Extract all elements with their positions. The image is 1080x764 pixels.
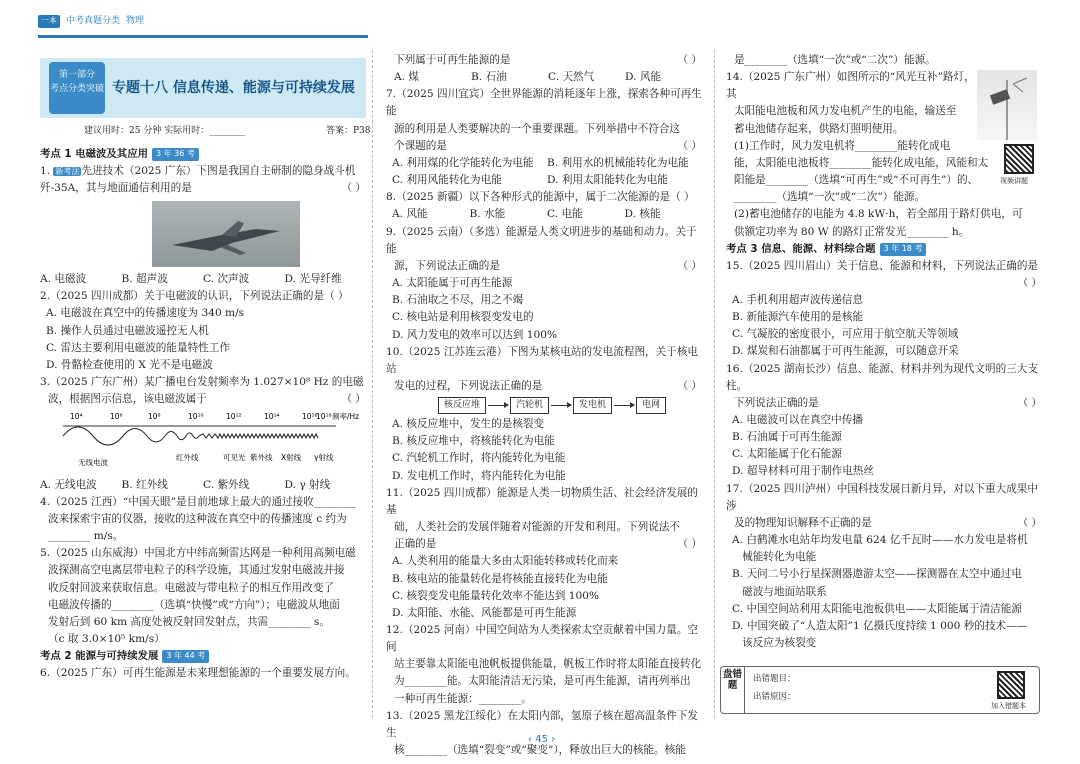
question-13: 13.（2025 黑龙江绥化）在太阳内部，氢原子核在超高温条件下发生 核________（选填“裂变”或“聚变”），释放出巨大的核能。核能 — [386, 709, 699, 757]
exp-label: 10¹⁰ — [188, 412, 204, 422]
question-13-cont: 是________（选填“一次”或“二次”）能源。 — [734, 54, 936, 66]
question-15: 15.（2025 四川眉山）关于信息、能源和材料，下列说法正确的是 （ ） A. 手机利用超声波传递信息 B. 新能源汽车使用的是核能 C. 气凝胶的密度很小，可应用于航空航天等领域 D. 煤炭和石油都属于可再生能源，可以随意开采 — [726, 259, 1042, 358]
column-2: 下列属于可再生能源的是 （ ） A. 煤 B. 石油 C. 天然气 D. 风能 7.（2025 四川宜宾）全世界能源的消耗逐年上涨，探索各种可再生能 源的利用是人类要解决的一个重要课题。下列举措中不符合这 个课题的是 （ ） A. 利用煤的化学能转化为电能 B. 利用水的机械能转化为电能 C. 利用风能转化为电能 D. 利用太阳能转化为电能 8.（2025 新疆）以下各种形式的能源中，属于二次能源的是（ ） A. 风能 B. 水能 C. 电能 D. 核能 9.（2025 云南）（多选）能源是人类文明进步的基础和动力。关于能 源，下列说法正确的是 （ ） A. 太阳能属于可再生能源 B. 石油取之不尽，用之不竭 C. 核电站是利用核裂变发电的 D. 风力发电的效率可以达到 100% 10.（2025 江苏连云港）下图为某核电站的发电流程图，关于核电站 发电的过程，下列说法正确的是 （ ） 核反应堆 汽轮机 发电机 电网 A. 核反应堆中，发生的是核裂变 B. 核反应堆中，将核能转化为电能 C. 汽轮机工作时，将内能转化为电能 D. 发电机工作时，将内能转化为电能 11.（2025 四川成都）能源是人类一切物质生活、社会经济发展的基 础，人类社会的发展伴随着对能源的开发和利用。下列说法不 正确的是 （ ） A. 人类利用的能量大多由太阳能转移或转化而来 B. 核电站的能量转化是将核能直接转化为电能 C. 核裂变发电能量转化效率不能达到 100% D. 太阳能、水能、风能都是可再生能源 12.（2025 河南）中国空间站为人类探索太空贡献着中国力量。空间 站主要靠太阳能电池帆板提供能量，帆板工作时将太阳能直接转化 为________能。太阳能清洁无污染，是可再生能源，请再列举出 一种可再生能源：________。 13.（2025 黑龙江绥化）在太阳内部，氢原子核在超高温条件下发生 核________（选填“裂变”或“聚变”），释放出巨大的核能。核能 — [386, 52, 702, 759]
qr-code-error-book[interactable] — [997, 671, 1025, 699]
exp-label: 10¹⁴ — [264, 412, 280, 422]
qr-code-video[interactable] — [1004, 144, 1034, 174]
header-rule — [38, 35, 368, 38]
qr-label: 视频讲题 — [1000, 177, 1028, 185]
question-6-cont: 下列属于可再生能源的是 （ ） — [394, 54, 702, 66]
series-name: 中考真题分类 — [66, 16, 121, 26]
error-reason-field[interactable]: 出错原因： — [753, 692, 796, 702]
band-label: 无线电波 — [78, 458, 108, 468]
column-divider — [714, 50, 715, 718]
band-label: γ射线 — [314, 453, 334, 463]
flow-box: 电网 — [636, 397, 666, 414]
street-lamp-photo — [977, 70, 1037, 140]
section-heading-1: 考点 1 电磁波及其应用 3 年 36 考 — [40, 146, 366, 163]
band-label: X射线 — [281, 453, 302, 463]
question-9: 9.（2025 云南）（多选）能源是人类文明进步的基础和动力。关于能 源，下列说法正确的是 （ ） A. 太阳能属于可再生能源 B. 石油取之不尽，用之不竭 C. 核电站是利用核裂变发电的 D. 风力发电的效率可以达到 100% — [386, 225, 702, 341]
question-14: 14.（2025 广东广州）如图所示的“风光互补”路灯，其 太阳能电池板和风力发电机产生的电能，输送至 蓄电池储存起来，供路灯照明使用。 (1)工作时，风力发电机将________能转化成电 — [726, 71, 975, 152]
question-3: 3.（2025 广东广州）某广播电台发射频率为 1.027×10⁸ Hz 的电磁 波，根据图示信息，该电磁波属于 （ ） 10⁴ 10⁶ 10⁸ 10¹⁰ 10¹² 10¹⁴ 10¹⁶ 10¹⁸ 频率/Hz 无线电波 红外线 可见光 紫外线 X射线 γ射线 A. 无线电波 B. 红外线 C. 紫外线 D. γ 射线 — [40, 376, 366, 491]
flow-box: 核反应堆 — [438, 397, 486, 414]
error-question-field[interactable]: 出错题目： — [753, 674, 796, 684]
new-method-tag: 新考法 — [55, 166, 80, 176]
exp-label: 10⁶ — [110, 412, 123, 422]
fighter-jet-photo — [152, 201, 300, 267]
question-16: 16.（2025 湖南长沙）信息、能源、材料并列为现代文明的三大支柱。 下列说法正确的是 （ ） A. 电磁波可以在真空中传播 B. 石油属于可再生能源 C. 太阳能属于化石能源 D. 超导材料可用于制作电热丝 — [726, 362, 1042, 478]
band-label: 红外线 — [176, 453, 199, 463]
page-title: 专题十八 信息传递、能源与可持续发展 — [112, 80, 355, 96]
exp-label: 10⁴ — [70, 412, 83, 422]
exp-label: 10¹⁸ — [316, 412, 332, 422]
question-4: 4.（2025 江西）“中国天眼”是目前地球上最大的通过接收________ 波来探索宇宙的仪器，接收的这种波在真空中的传播速度 c 约为 ________ m/s。 — [40, 495, 357, 543]
em-spectrum-diagram — [48, 410, 366, 476]
question-12: 12.（2025 河南）中国空间站为人类探索太空贡献着中国力量。空间 站主要靠太阳能电池帆板提供能量，帆板工作时将太阳能直接转化 为________能。太阳能清洁无污染，是可再生能源，请再列举出 一种可再生能源：________。 — [386, 624, 702, 705]
qr-label: 加入错题本 — [991, 702, 1026, 710]
band-label: 紫外线 — [250, 453, 273, 463]
question-6: 6.（2025 广东）可再生能源是未来理想能源的一个重要发展方向。 — [40, 666, 356, 679]
band-label: 可见光 — [223, 453, 246, 463]
question-14-cont: 能，太阳能电池板将________能转化成电能，风能和太 阳能是________（选填“可再生”或“不可再生”）的、 ________（选填“一次”或“二次”）能源。 — [734, 156, 989, 204]
exp-label: 10⁸ — [148, 412, 161, 422]
series-logo: 一本 — [38, 15, 60, 28]
page-number: ‹ 45 › — [528, 734, 556, 745]
nuclear-flow-diagram — [438, 397, 702, 414]
question-2: 2.（2025 四川成都）关于电磁波的认识，下列说法正确的是（ ） A. 电磁波在真空中的传播速度为 340 m/s B. 操作人员通过电磁波遥控无人机 C. 雷达主要利用电磁波的能量特性工作 D. 骨骼检查使用的 X 光不是电磁波 — [40, 290, 349, 371]
freq-axis-label: 频率/Hz — [332, 412, 360, 422]
error-box-label: 盘错题 — [721, 667, 745, 713]
exp-label: 10¹⁶ — [302, 412, 318, 422]
column-1 — [40, 146, 366, 682]
time-suggestion: 建议用时：25 分钟 实际用时：________ — [84, 126, 246, 136]
subject-name: 物理 — [126, 16, 145, 26]
question-1: 1. 新考法 先进技术（2025 广东）下图是我国自主研制的隐身战斗机歼-35A，其与地面通信利用的是 （ ） A. 电磁波 B. 超声波 C. 次声波 D. 光导纤维 — [40, 164, 366, 286]
question-8: 8.（2025 新疆）以下各种形式的能源中，属于二次能源的是（ ） A. 风能 B. 水能 C. 电能 D. 核能 — [386, 191, 695, 221]
flow-box: 发电机 — [573, 397, 612, 414]
error-review-box — [720, 666, 1040, 714]
question-5: 5.（2025 山东威海）中国北方中纬高频雷达网是一种利用高频电磁 波探测高空电离层带电粒子的科学设施，其通过发射电磁波并接 收反射回波来获取信息。电磁波与带电粒子的相互作用改变了 电磁波传播的________（选填“快慢”或“方向”）；电磁波从地面 发射后到 60 km 高度处被反射回发射点，共需________ s。 （c 取 3.0×10⁵ km/s） — [40, 547, 356, 645]
section-heading-3: 考点 3 信息、能源、材料综合题 3 年 18 考 — [726, 241, 1042, 258]
part-label: 第一部分 考点分类突破 — [49, 62, 105, 114]
series-header — [38, 14, 144, 29]
section-heading-2: 考点 2 能源与可持续发展 3 年 44 考 — [40, 648, 366, 665]
question-7: 7.（2025 四川宜宾）全世界能源的消耗逐年上涨，探索各种可再生能 源的利用是人类要解决的一个重要课题。下列举措中不符合这 个课题的是 （ ） A. 利用煤的化学能转化为电能 B. 利用水的机械能转化为电能 C. 利用风能转化为电能 D. 利用太阳能转化为电能 — [386, 88, 702, 187]
question-10: 10.（2025 江苏连云港）下图为某核电站的发电流程图，关于核电站 发电的过程，下列说法正确的是 （ ） 核反应堆 汽轮机 发电机 电网 A. 核反应堆中，发生的是核裂变 B. 核反应堆中，将核能转化为电能 C. 汽轮机工作时，将内能转化为电能 D. 发电机工作时，将内能转化为电能 — [386, 345, 702, 482]
question-14-part2: (2)蓄电池储存的电能为 4.8 kW·h，若全部用于路灯供电，可 供额定功率为 80 W 的路灯正常发光________ h。 — [734, 208, 1023, 238]
answer-page-ref: 答案：P38 — [326, 126, 371, 136]
question-17: 17.（2025 四川泸州）中国科技发展日新月异，对以下重大成果中涉 及的物理知识解释不正确的是 （ ） A. 白鹤滩水电站年均发电量 624 亿千瓦时——水力发电是将机 械能转化为电能 B. 天问二号小行星探测器遨游太空——探测器在太空中通过电 磁波与地面站联系 C. 中国空间站利用太阳能电池板供电——太阳能属于清洁能源 D. 中国突破了“人造太阳”1 亿摄氏度持续 1 000 秒的技术—— 该反应为核裂变 — [726, 482, 1042, 649]
column-divider — [372, 50, 373, 718]
exp-label: 10¹² — [226, 412, 242, 422]
column-3 — [726, 52, 1042, 652]
question-11: 11.（2025 四川成都）能源是人类一切物质生活、社会经济发展的基 础，人类社会的发展伴随着对能源的开发和利用。下列说法不 正确的是 （ ） A. 人类利用的能量大多由太阳能转移或转化而来 B. 核电站的能量转化是将核能直接转化为电能 C. 核裂变发电能量转化效率不能达到 100% D. 太阳能、水能、风能都是可再生能源 — [386, 486, 702, 619]
flow-box: 汽轮机 — [510, 397, 549, 414]
